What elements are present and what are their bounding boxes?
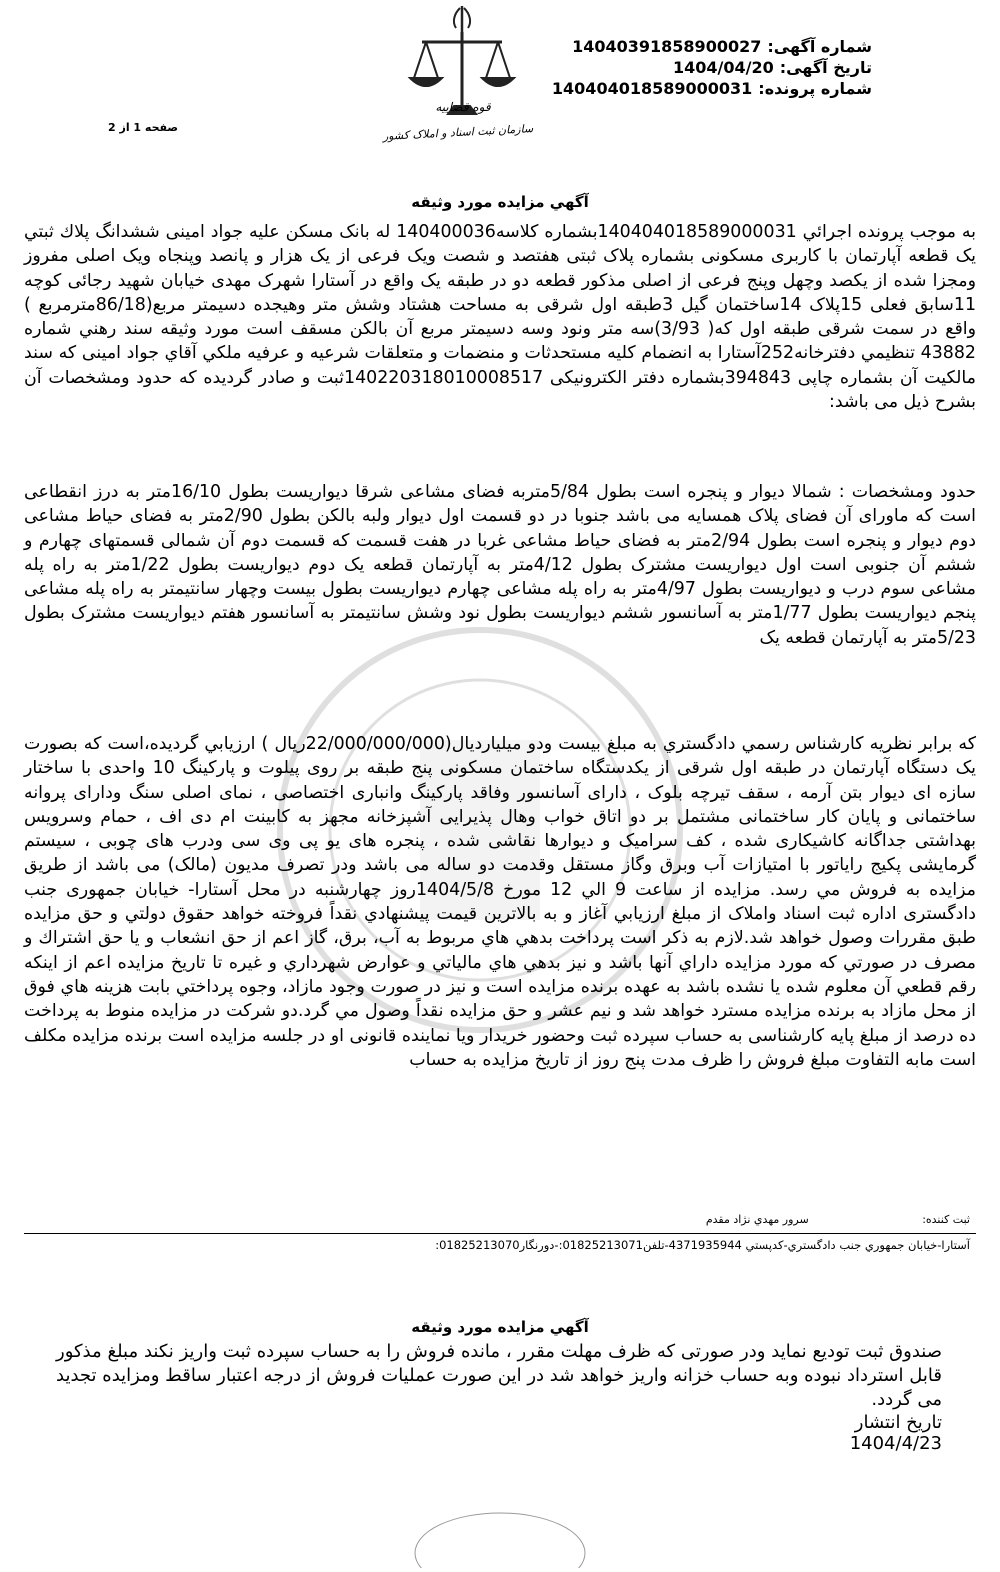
bottom-seal-outline <box>410 1508 590 1568</box>
logo-line-2: سازمان ثبت اسناد و املاک کشور <box>382 122 534 143</box>
ad-date-label: تاریخ آگهی: <box>779 58 872 77</box>
notice-title: آگهي مزایده مورد وثیقه <box>411 193 589 211</box>
case-number: 140404018589000031 <box>551 79 753 98</box>
registrar <box>706 1213 970 1226</box>
page2-title: آگهي مزایده مورد وثیقه <box>411 1318 589 1336</box>
judiciary-emblem <box>378 2 538 157</box>
paragraph-boundaries: حدود ومشخصات : شمالا دیوار و پنجره است بطول 5/84متربه فضای مشاعی شرقا دیواریست بطول 16/10متر به درز انقطاعی است که ماورای آن فضای پلاک همسایه می باشد جنوبا در دو قسمت اول دیوار ولبه بالکن بطول 2/90متر به فضای حیاط مشاعی دوم دیوار و پنجره است بطول 2/94متر به فضای حیاط مشاعی غربا در هفت قسمت که قسمت دوم آن شمالی قسمتهای چهارم و ششم آن جنوبی است اول دیواریست مشترک بطول 4/12متر به آپارتمان قطعه یک دوم دیواریست بطول 1/22متر به راه پله مشاعی سوم درب و دیواریست بطول 4/97متر به راه پله مشاعی چهارم دیواریست بطول بیست وچهار سانتیمتر به راه پله مشاعی پنجم دیواریست بطول 1/77متر به آسانسور ششم دیواریست بطول نود وشش سانتیمتر به آسانسور هفتم دیواریست مشترک بطول 5/23متر به آپارتمان قطعه یک <box>24 482 977 648</box>
registrar-name: سرور مهدي نژاد مقدم <box>705 1213 809 1226</box>
ad-date-line <box>552 57 872 78</box>
case-number-line <box>552 78 872 99</box>
logo-line-1: قوه قضاییه <box>435 100 491 114</box>
header-meta <box>552 36 872 99</box>
ad-number-line <box>552 36 872 57</box>
case-number-label: شماره پرونده: <box>758 79 872 98</box>
publish-date-line <box>850 1412 942 1454</box>
footer-address: آستارا-خیابان جمهوري جنب دادگستري-کدپستي 4371935944-تلفن01825213071:-دورنگار01825213070: <box>435 1238 970 1252</box>
publish-label: تاریخ انتشار <box>854 1412 942 1433</box>
ad-number-label: شماره آگهی: <box>767 37 872 56</box>
page2-paragraph: صندوق ثبت تودیع نماید ودر صورتی که ظرف مهلت مقرر ، مانده فروش را به حساب سپرده ثبت واریز نکند مبلغ مذکور قابل استرداد نبوده وبه حساب خزانه واریز خواهد شد در این صورت عملیات فروش از درجه اعتبار ساقط ومزایده تجدید می گردد. <box>56 1341 942 1410</box>
ad-date: 1404/04/20 <box>672 58 774 77</box>
paragraph-appraisal: که برابر نظریه کارشناس رسمي دادگستري به مبلغ بیست ودو میلیاردیال(22/000/000/000ریال ) ارزیابي گردیده،است که بصورت یک دستگاه آپارتمان در طبقه اول شرقی از یکدستگاه ساختمان مسکونی پنج طبقه بر روی پیلوت و پارکینگ 10 واحدی با ساختار سازه ای دیوار بتن آرمه ، سقف تیرچه بلوک ، دارای آسانسور وفاقد پارکینگ وانباری اختصاصی ، نمای اصلی سنگ ودارای پروانه ساختمانی و پایان کار ساختمانی مشتمل بر دو اتاق خواب وهال پذیرایی آشپزخانه مجهز به کابینت ام دی اف ، حمام وسرویس بهداشتی جداگانه کاشیکاری شده ، کف سرامیک و دیوارها نقاشی شده ، پنجره های یو پی وی سی ودرب های چوبی ، سیستم گرمایشی پکیج رایاتور با امتیازات آب وبرق وگاز مستقل وقدمت دو ساله می باشد ودر تصرف مدیون (مالک) می باشد از طریق مزایده به فروش مي رسد. مزایده از ساعت 9 الي 12 مورخ 1404/5/8روز چهارشنبه در محل آستارا- خیابان جمهوری جنب دادگستری اداره ثبت اسناد واملاک از مبلغ ارزیابي آغاز و به بالاترین قیمت پیشنهادي نقداً فروخته خواهد حقوق دولتي و حق مزایده طبق مقررات وصول خواهد شد.لازم به ذکر است پرداخت بدهي هاي مربوط به آب، برق، گاز اعم از حق انشعاب و یا حق اشتراك و مصرف در صورتي که مورد مزایده داراي آنها باشد و نیز بدهي هاي مالیاتي و عوارض شهرداري و غیره تا تاریخ مزایده اعم از اینکه رقم قطعي آن معلوم شده یا نشده باشد به عهده برنده مزایده است و نیز در صورت وجود مازاد، وجوه پرداختي بابت هزینه هاي فوق از محل مازاد به برنده مزایده مسترد خواهد شد و نیم عشر و حق مزایده نقداً وصول مي گرد.دو شرکت در مزایده منوط به پرداخت ده درصد از مبلغ پایه کارشناسی به حساب سپرده ثبت وحضور خریدار ویا نماینده قانونی او در جلسه مزایده است برنده مزایده مکلف است مابه التفاوت مبلغ فروش را ظرف مدت پنج روز از تاریخ مزایده به حساب <box>24 734 976 1070</box>
publish-date: 1404/4/23 <box>849 1433 942 1454</box>
page-number: صفحه 1 از 2 <box>108 121 179 134</box>
paragraph-intro: به موجب پرونده اجرائي 140404018589000031بشماره کلاسه140400036 له بانک مسکن علیه جواد امینی ششدانگ پلاك ثبتي یک قطعه آپارتمان با کاربری مسکونی بشماره پلاک ثبتی هفتصد و شصت ویک فرعی از یک هزار و پانصد وپنجاه ویک اصلی مفروز ومجزا شده از یکصد وچهل وپنج فرعی از اصلی مذکور قطعه دو در طبقه یک واقع در آستارا شهرک مهدی خیابان شهید رجائی کوچه 11سابق فعلی 15پلاک 14ساختمان گیل 3طبقه اول شرقی به مساحت هشتاد وشش متر وهیجده دسیمتر مربع(86/18مترمربع ) واقع در سمت شرقی طبقه اول که( 3/93)سه متر ونود وسه دسیمتر مربع آن بالکن مسقف است مورد وثیقه سند رهني شماره 43882 تنظیمي دفترخانه252آستارا به انضمام کلیه مستحدثات و منضمات و متعلقات شرعیه و عرفیه ملكي آقاي جواد امینی که سند مالکیت آن بشماره چاپی 394843بشماره دفتر الکترونیکی 14022031801000851‌7ثبت و صادر گردیده که حدود ومشخصات آن بشرح ذیل می باشد: <box>24 222 977 413</box>
ad-number: 14040391858900027 <box>572 37 762 56</box>
registrar-label: ثبت کننده: <box>922 1213 970 1226</box>
footer-divider <box>24 1233 976 1234</box>
